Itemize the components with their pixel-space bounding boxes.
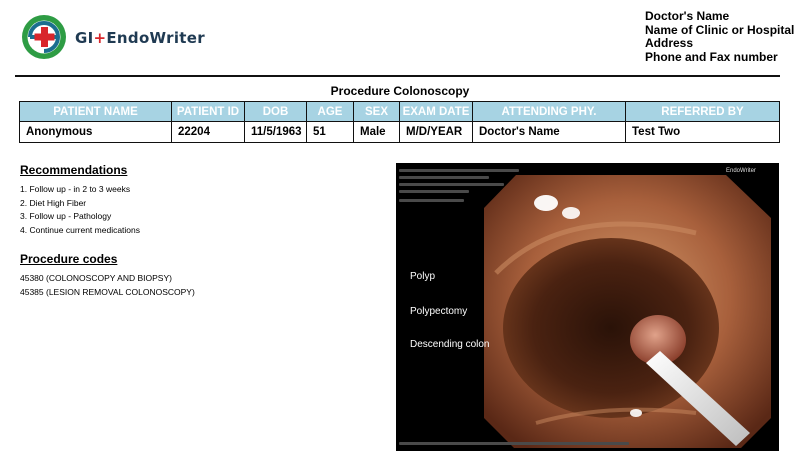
list-item: 1. Follow up - in 2 to 3 weeks xyxy=(20,184,131,194)
cell-exam-date: M/D/YEAR xyxy=(400,122,473,143)
list-item: 45385 (LESION REMOVAL COLONOSCOPY) xyxy=(20,286,195,297)
procedure-codes-list xyxy=(20,272,195,299)
label-polypectomy: Polypectomy xyxy=(410,306,468,317)
cell-attending-phy: Doctor's Name xyxy=(473,122,626,143)
header-referred-by: REFERRED BY xyxy=(626,102,780,122)
header-divider xyxy=(15,75,780,77)
header-dob: DOB xyxy=(245,102,307,122)
header-exam-date: EXAM DATE xyxy=(400,102,473,122)
endowriter-logo xyxy=(20,13,68,61)
cell-patient-name: Anonymous xyxy=(20,122,172,143)
header-patient-id: PATIENT ID xyxy=(172,102,245,122)
list-item: 45380 (COLONOSCOPY AND BIOPSY) xyxy=(20,273,172,283)
header-attending-phy: ATTENDING PHY. xyxy=(473,102,626,122)
cell-dob: 11/5/1963 xyxy=(245,122,307,143)
document-title: Procedure Colonoscopy xyxy=(330,84,470,98)
endoscopy-image xyxy=(396,163,779,451)
clinic-name: Name of Clinic or Hospital xyxy=(645,22,795,37)
list-item: 3. Follow up - Pathology xyxy=(20,211,112,222)
patient-table xyxy=(19,101,780,143)
image-brand-mark: EndoWriter xyxy=(726,168,756,174)
header-sex: SEX xyxy=(354,102,400,122)
cell-referred-by: Test Two xyxy=(626,122,780,143)
label-polyp: Polyp xyxy=(410,271,436,282)
recommendations-heading: Recommendations xyxy=(20,163,128,177)
brand-name: GI+EndoWriter xyxy=(75,29,205,47)
recommendations-list xyxy=(20,183,140,238)
label-descending-colon: Descending colon xyxy=(410,339,490,350)
procedure-codes-heading: Procedure codes xyxy=(20,252,118,266)
table-header-row xyxy=(20,102,780,122)
header-patient-name: PATIENT NAME xyxy=(20,102,172,122)
header-age: AGE xyxy=(307,102,354,122)
cell-sex: Male xyxy=(354,122,400,143)
cell-age: 51 xyxy=(307,122,354,143)
doctor-name: Doctor's Name xyxy=(645,9,730,23)
clinic-info xyxy=(645,10,794,64)
list-item: 4. Continue current medications xyxy=(20,225,141,236)
table-row xyxy=(20,122,780,143)
clinic-address: Address xyxy=(645,36,694,50)
clinic-phone-fax: Phone and Fax number xyxy=(645,49,778,64)
cell-patient-id: 22204 xyxy=(172,122,245,143)
list-item: 2. Diet High Fiber xyxy=(20,197,87,208)
